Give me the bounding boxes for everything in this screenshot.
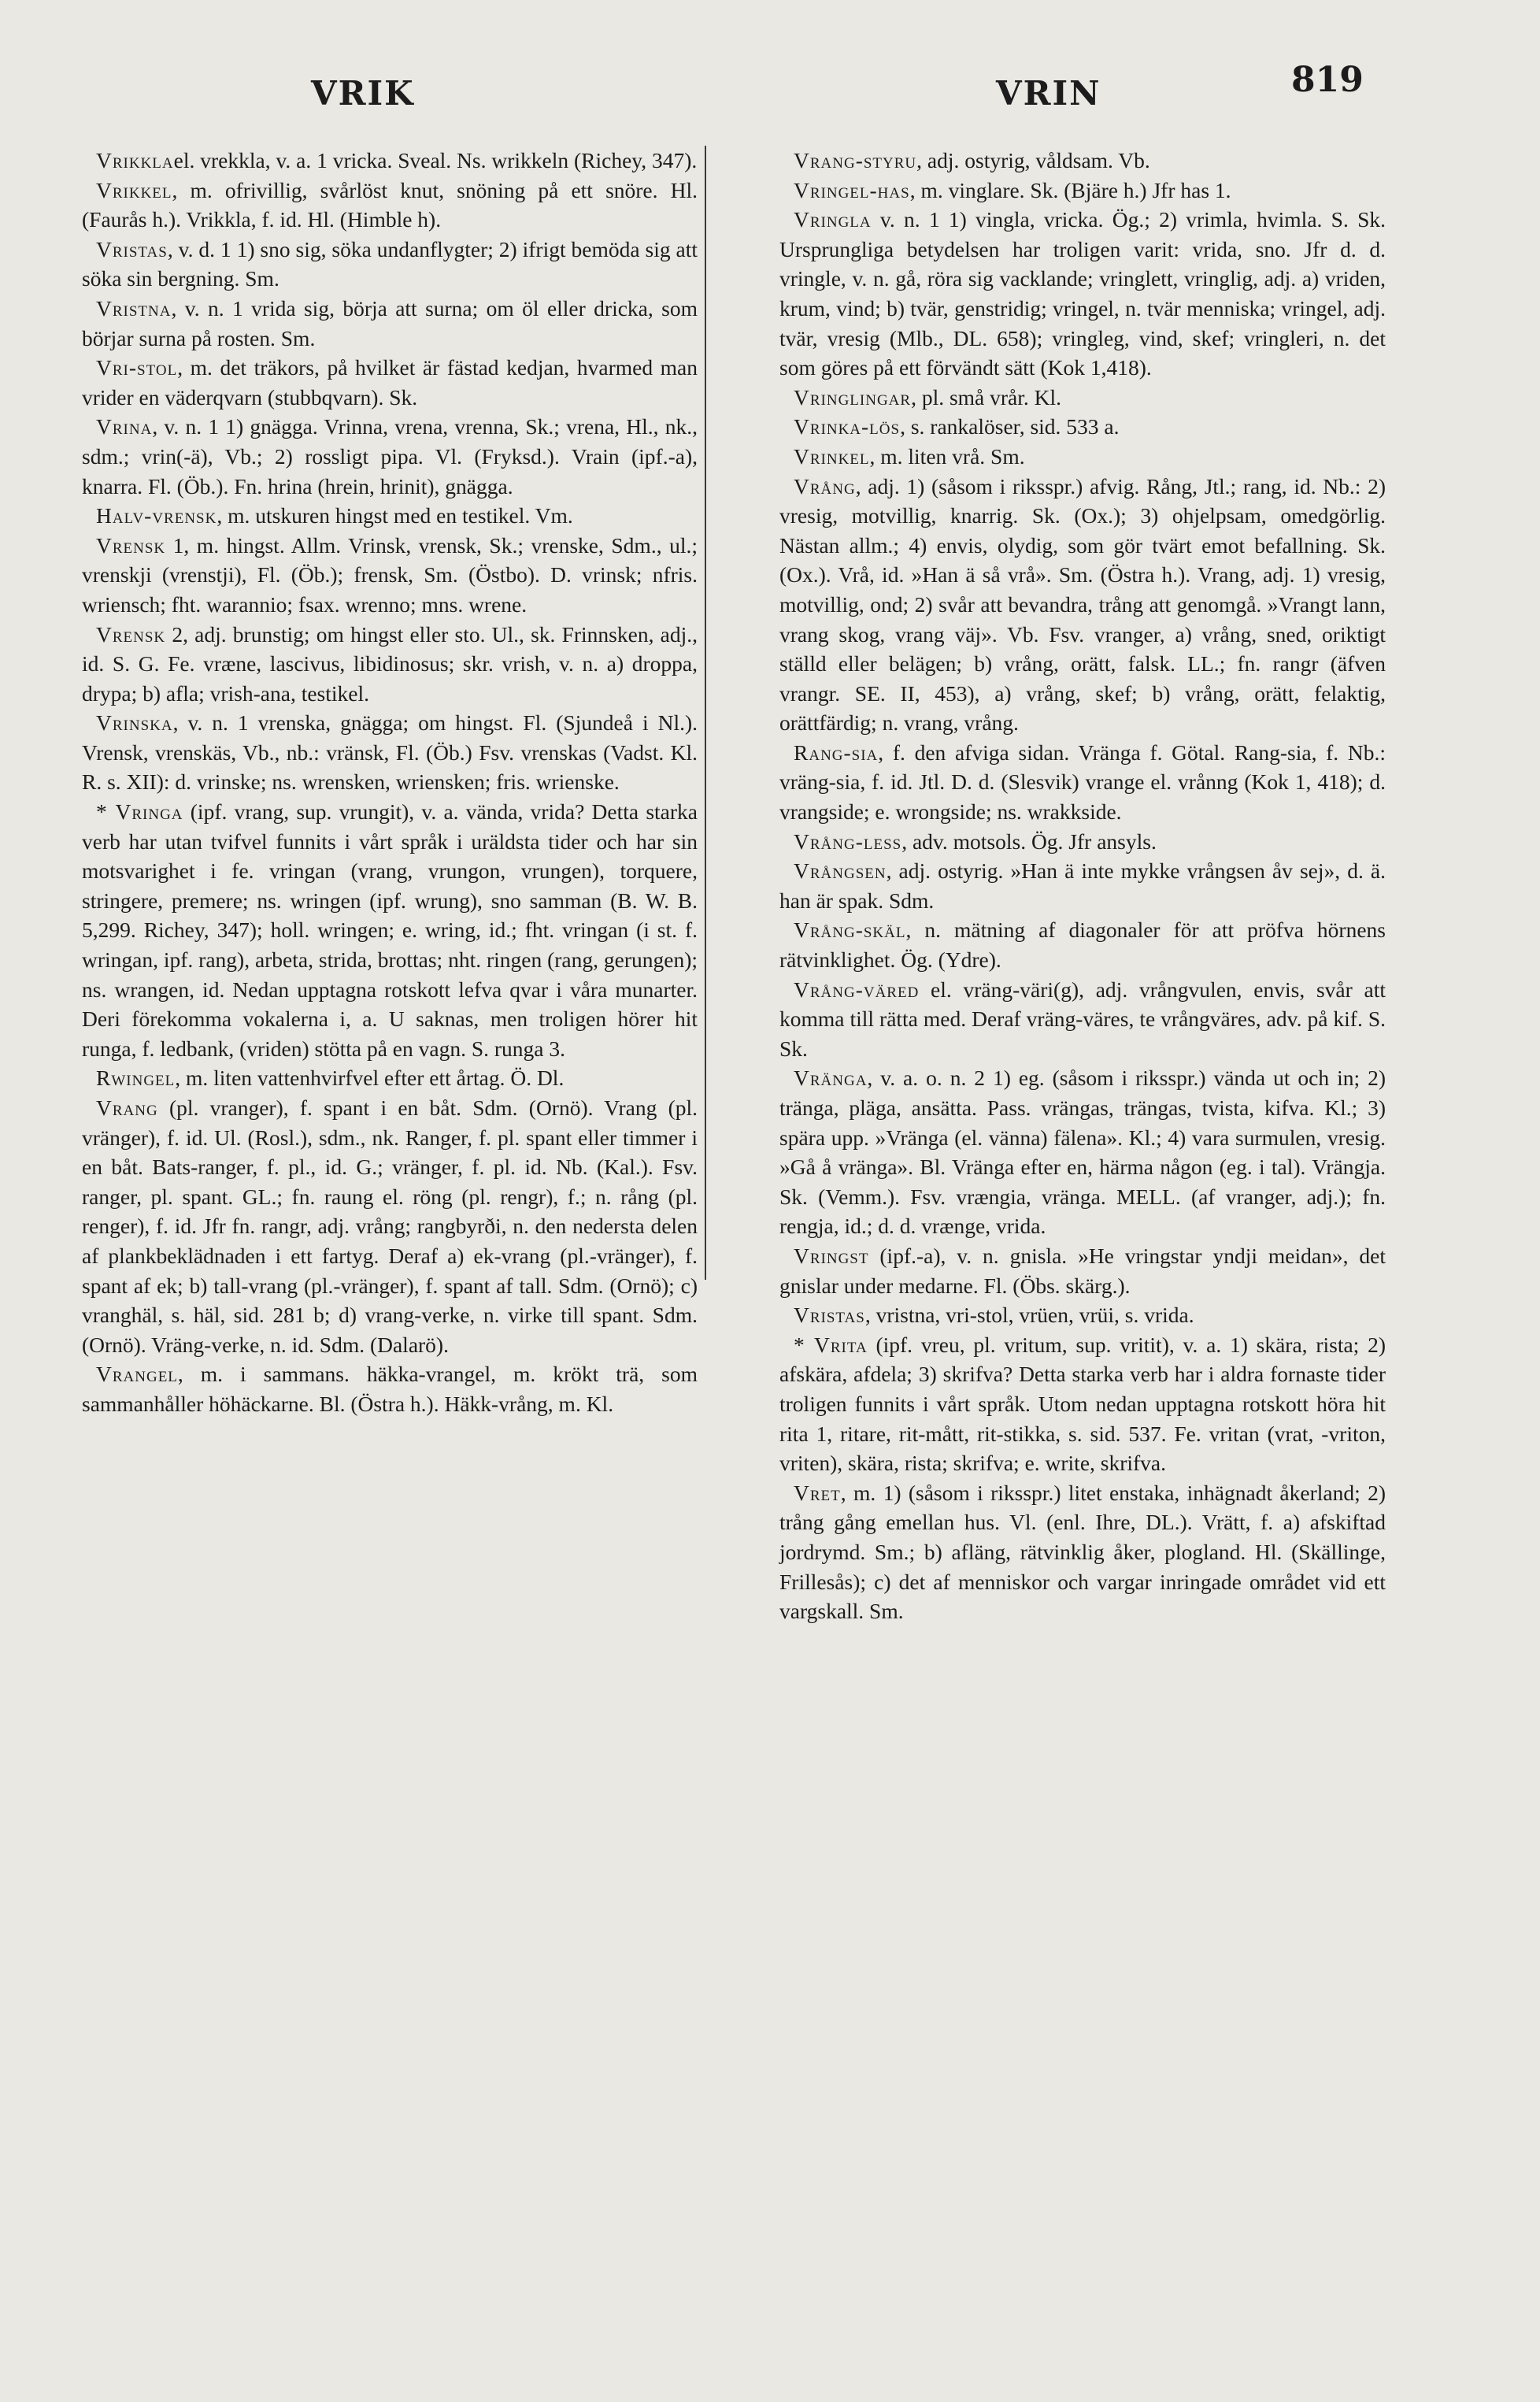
entry-headword: * Vringa [96,799,183,825]
entry-headword: Vringel-has [794,177,910,202]
entry-definition: , pl. små vrår. Kl. [911,384,1062,410]
entry-headword: Vringlingar [794,384,912,410]
dictionary-entry [779,1241,1386,1300]
entry-headword: Vrinkel [794,443,870,469]
entry-headword: Rwingel [96,1066,176,1091]
dictionary-entry [82,620,698,709]
entry-headword: Vret [794,1480,841,1505]
entry-headword: Vristna [96,295,172,321]
entry-definition: , m. det träkors, på hvilket är fästad kedjan, hvarmed man vrider en väderqvarn (stubbqvarn). Sk. [82,355,698,410]
dictionary-entry [82,146,698,176]
entry-definition: , s. rankalöser, sid. 533 a. [900,414,1120,439]
entry-headword: Rang-sia [794,740,879,765]
entry-definition: , f. den afviga sidan. Vränga f. Götal. Rang-sia, f. Nb.: vräng-sia, f. id. Jtl. D. d. (Slesvik) vrange el. vrånng (Kok 1, 418); d. vrangside; e. wrongside; ns. wrakkside. [779,740,1386,825]
entry-definition: , v. n. 1 1) gnägga. Vrinna, vrena, vrenna, Sk.; vrena, Hl., nk., sdm.; vrin(-ä), Vb.; 2) rossligt pipa. Vl. (Fryksd.). Vrain (ipf.-a), knarra. Fl. (Öb.). Fn. hrina (hrein, hrinit), gnägga. [82,414,698,499]
entry-definition: , m. liten vrå. Sm. [869,443,1025,469]
dictionary-entry [82,176,698,235]
entry-headword: Vrinka-lös [794,414,901,439]
entry-definition: , m. ofrivillig, svårlöst knut, snöning på ett snöre. Hl. (Faurås h.). Vrikkla, f. id. Hl. (Himble h). [82,177,698,232]
column-divider [705,146,706,1280]
entry-headword: Halv-vrensk [96,503,217,528]
dictionary-entry [82,797,698,1063]
entry-definition: , v. n. 1 vrida sig, börja att surna; om öl eller dricka, som börjar surna på rosten. Sm. [82,295,698,350]
dictionary-entry [82,501,698,531]
entry-headword: Vrång-väred [794,977,920,1002]
dictionary-entry [779,383,1386,413]
entry-definition: , n. mätning af diagonaler för att pröfva hörnens rätvinklighet. Ög. (Ydre). [779,917,1386,973]
entry-headword: Vrång-less [794,828,902,854]
dictionary-entry [779,442,1386,472]
entry-definition: (ipf. vreu, pl. vritum, sup. vritit), v. a. 1) skära, rista; 2) afskära, afdela; 3) skrifva? Detta starka verb har i aldra fornaste tider troligen funnits i vårt språk. Utom nedan upptagna rotskott höra hit rita 1, ritare, rit-mått, rit-stikka, s. sid. 537. Fe. vritan (vrat, -vriton, vriten), skära, rista; skrifva; e. write, skrifva. [779,1332,1386,1476]
entry-definition: (ipf. vrang, sup. vrungit), v. a. vända, vrida? Detta starka verb har utan tvifvel funnits i vårt språk i uräldsta tider och har sin motsvarighet i fe. vringan (vrang, vrungon, vrungen), torquere, stringere, premere; ns. wringen (ipf. wrung), sno samman (B. W. B. 5,299. Richey, 347); holl. wringen; e. wring, id.; fht. vringan (i st. f. wringan, ipf. rang), arbeta, strida, brottas; nht. ringen (rang, gerungen); ns. wrangen, id. Nedan upptagna rotskott lefva qvar i våra munarter. Deri förekomma vokalerna i, a. U saknas, men troligen hörer hit runga, f. ledbank, (vriden) stötta på en vagn. S. runga 3. [82,799,698,1061]
dictionary-entry [82,1359,698,1418]
page-header [0,47,1540,118]
entry-definition: 1, m. hingst. Allm. Vrinsk, vrensk, Sk.; vrenske, Sdm., ul.; vrenskji (vrenstji), Fl. (Öb.); frensk, Sm. (Östbo). D. vrinsk; nfris. wriensch; fht. warannio; fsax. wrenno; mns. wrene. [82,532,698,617]
entry-definition: , adv. motsols. Ög. Jfr ansyls. [901,828,1157,854]
entry-headword: Vrang [96,1095,158,1120]
dictionary-entry [779,1478,1386,1626]
entry-definition: , m. vinglare. Sk. (Bjäre h.) Jfr has 1. [909,177,1231,202]
entry-headword: Vristas [794,1303,865,1328]
entry-headword: Vrensk [96,532,166,558]
entry-definition: , vristna, vri-stol, vrüen, vrüi, s. vrida. [864,1303,1194,1328]
entry-definition: el. vrekkla, v. a. 1 vricka. Sveal. Ns. wrikkeln (Richey, 347). [173,148,698,172]
header-right-guideword: VRIN [996,74,1101,113]
dictionary-entry [779,738,1386,827]
dictionary-entry [82,1063,698,1093]
entry-headword: Vrångsen [794,858,887,884]
entry-definition: , v. d. 1 1) sno sig, söka undanflygter; 2) ifrigt bemöda sig att söka sin bergning. Sm. [82,236,698,291]
entry-headword: Vri-stol [96,355,178,380]
entry-definition: , v. a. o. n. 2 1) eg. (såsom i riksspr.) vända ut och in; 2) tränga, pläga, ansätta. Pass. vrängas, trängas, tvista, kifva. Kl.; 3) spära upp. »Vränga (el. vänna) fälena». Kl.; 4) vara surmulen, vresig. »Gå å vränga». Bl. Vränga efter en, härma någon (eg. i tal). Vrängja. Sk. (Vemm.). Fsv. vrængia, vränga. MELL. (af vranger, adj.); fn. rengja, id.; d. d. vrænge, vrida. [779,1066,1386,1239]
entry-definition: , v. n. 1 vrenska, gnägga; om hingst. Fl. (Sjundeå i Nl.). Vrensk, vrenskäs, Vb., nb.: vränsk, Fl. (Öb.) Fsv. vrenskas (Vadst. Kl. R. s. XII): d. vrinske; ns. wrensken, wriensken; fris. wrienske. [82,710,698,795]
entry-headword: Vränga [794,1066,868,1091]
dictionary-entry [82,353,698,412]
entry-headword: Vrina [96,414,153,439]
entry-definition: , m. 1) (såsom i riksspr.) litet enstaka, inhägnadt åkerland; 2) trång gång emellan hus. Vl. (enl. Ihre, DL.). Vrätt, f. a) afskiftad jordrymd. Sm.; b) afläng, rätvinklig åker, plogland. Hl. (Skällinge, Frillesås); c) det af menniskor och vargar inringade området vid ett vargskall. Sm. [779,1480,1386,1624]
dictionary-entry [82,235,698,294]
entry-headword: Vrikkel [96,177,172,202]
entry-definition: , m. utskuren hingst med en testikel. Vm. [217,503,573,528]
entry-headword: * Vrita [794,1332,868,1357]
header-left-guideword: VRIK [311,74,415,113]
entry-headword: Vrangel [96,1362,178,1387]
entry-definition: 2, adj. brunstig; om hingst eller sto. Ul., sk. Frinnsken, adj., id. S. G. Fe. vræne, lascivus, libidinosus; skr. vrish, v. n. a) droppa, drypa; b) afla; vrish-ana, testikel. [82,621,698,706]
dictionary-entry [779,975,1386,1064]
entry-definition: , adj. ostyrig, våldsam. Vb. [916,148,1150,172]
dictionary-entry [779,1300,1386,1330]
dictionary-entry [779,472,1386,738]
entry-headword: Vrikkla [96,148,174,172]
entry-definition: , m. i sammans. häkka-vrangel, m. krökt trä, som sammanhåller höhäckarne. Bl. (Östra h.). Häkk-vrång, m. Kl. [82,1362,698,1416]
dictionary-entry [779,146,1386,176]
entry-headword: Vrensk [96,621,166,647]
entry-definition: (ipf.-a), v. n. gnisla. »He vringstar yndji meidan», det gnislar under medarne. Fl. (Öbs. skärg.). [779,1243,1386,1298]
dictionary-entry [82,294,698,353]
entry-definition: el. vräng-väri(g), adj. vrångvulen, envis, svår att komma till rätta med. Deraf vräng-väres, te vrångväres, adv. på kif. S. Sk. [779,977,1386,1061]
right-column [779,146,1386,1626]
dictionary-entry [779,856,1386,915]
entry-headword: Vringst [794,1243,869,1268]
entry-headword: Vrinska [96,710,173,736]
entry-headword: Vrång [794,473,856,499]
entry-headword: Vrång-skäl [794,917,906,943]
dictionary-entry [82,1093,698,1359]
dictionary-entry [779,176,1386,206]
dictionary-entry [82,412,698,501]
left-column [82,146,698,1419]
dictionary-entry [779,1063,1386,1241]
page-number: 819 [1291,60,1364,100]
dictionary-entry [779,827,1386,857]
entry-headword: Vrang-styru [794,148,917,172]
entry-headword: Vristas [96,236,168,261]
dictionary-entry [779,915,1386,974]
entry-definition: (pl. vranger), f. spant i en båt. Sdm. (Ornö). Vrang (pl. vränger), f. id. Ul. (Rosl.), sdm., nk. Ranger, f. pl. spant eller timmer i en båt. Bats-ranger, f. pl., id. G.; vränger, f. pl. id. Nb. (Kal.). Fsv. ranger, pl. spant. GL.; fn. raung el. röng (pl. rengr), f.; n. rång (pl. renger), f. id. Jfr fn. rangr, adj. vrång; rangbyrði, n. den nedersta delen af plankbeklädnaden i ett fartyg. Deraf a) ek-vrang (pl.-vränger), f. spant af ek; b) tall-vrang (pl.-vränger), f. spant af tall. Sdm. (Ornö); c) vranghäl, s. häl, sid. 281 b; d) vrang-verke, n. virke till spant. Sdm. (Ornö). Vräng-verke, n. id. Sdm. (Dalarö). [82,1095,698,1357]
dictionary-entry [779,205,1386,383]
entry-definition: , adj. ostyrig. »Han ä inte mykke vrångsen åv sej», d. ä. han är spak. Sdm. [779,858,1386,913]
entry-headword: Vringla [794,207,872,232]
dictionary-entry [779,412,1386,442]
dictionary-entry [82,708,698,797]
dictionary-entry [779,1330,1386,1478]
entry-definition: , adj. 1) (såsom i riksspr.) afvig. Rång, Jtl.; rang, id. Nb.: 2) vresig, motvillig, knarrig. Sk. (Ox.); 3) ohjelpsam, omedgörlig. Nästan allm.; 4) envis, olydig, som gör tvärt emot befallning. Sk. (Ox.). Vrå, id. »Han ä så vrå». Sm. (Östra h.). Vrang, adj. 1) vresig, motvillig, ond; 2) svår att bevandra, trång att genomgå. »Vrangt lann, vrang skog, vrang väj». Vb. Fsv. vranger, a) vrång, sned, oriktigt ställd eller belägen; b) vrång, orätt, falsk. LL.; fn. rangr (äfven vrangr. SE. II, 453), a) vrång, skef; b) vrång, orätt, felaktig, orättfärdig; n. vrang, vrång. [779,473,1386,736]
entry-definition: v. n. 1 1) vingla, vricka. Ög.; 2) vrimla, hvimla. S. Sk. Ursprungliga betydelsen har troligen varit: vrida, sno. Jfr d. d. vringle, v. n. gå, röra sig vacklande; vringlett, vringlig, adj. a) vriden, krum, vind; b) tvär, genstridig; vringel, n. tvär menniska; vringel, adj. tvär, vresig (Mlb., DL. 658); vringleg, vind, skef; vringleri, n. det som göres på ett förvändt sätt (Kok 1,418). [779,207,1386,380]
dictionary-entry [82,531,698,620]
entry-definition: , m. liten vattenhvirfvel efter ett årtag. Ö. Dl. [175,1066,565,1091]
